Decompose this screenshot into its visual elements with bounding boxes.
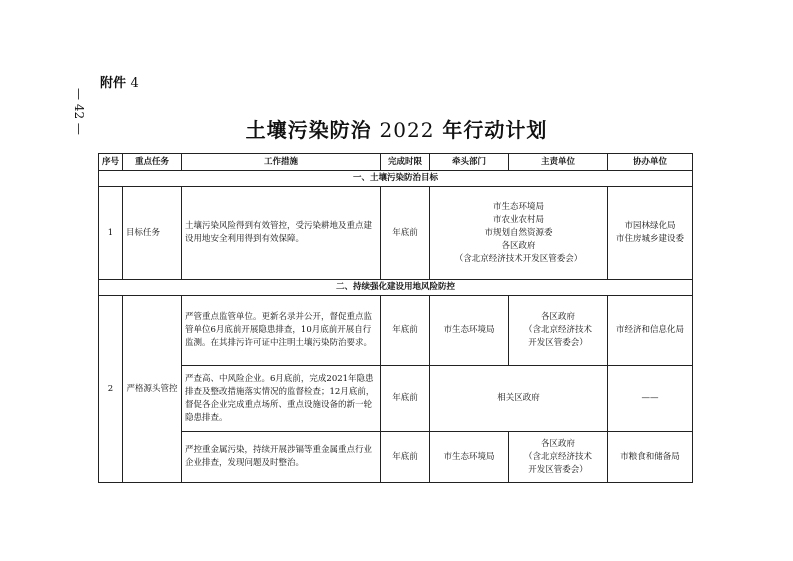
deadline-cell: 年底前 xyxy=(381,296,430,366)
section-row xyxy=(99,280,693,296)
document-title: 土壤污染防治 2022 年行动计划 xyxy=(245,118,548,142)
col-header-assist: 协办单位 xyxy=(608,154,693,171)
responsible-line: 各区政府 xyxy=(540,438,575,449)
table-row xyxy=(99,432,693,483)
measure-cell: 土壤污染风险得到有效管控，受污染耕地及重点建设用地安全利用得到有效保障。 xyxy=(182,187,381,280)
col-header-deadline: 完成时限 xyxy=(381,154,430,171)
lead-cell: 市生态环境局 xyxy=(430,296,509,366)
table-row xyxy=(99,296,693,366)
deadline-cell: 年底前 xyxy=(381,366,430,432)
assist-cell xyxy=(608,187,693,280)
col-header-task: 重点任务 xyxy=(123,154,182,171)
lead-merged-cell: 相关区政府 xyxy=(430,366,608,432)
responsible-line: 开发区管委会） xyxy=(528,338,588,348)
lead-line: （含北京经济技术开发区管委会） xyxy=(454,253,583,264)
attachment-label: 附件 4 xyxy=(100,76,139,91)
assist-cell: 市经济和信息化局 xyxy=(608,296,693,366)
deadline-cell: 年底前 xyxy=(381,187,430,280)
table-row xyxy=(99,366,693,432)
responsible-line: 开发区管委会） xyxy=(528,464,588,475)
row-number: 2 xyxy=(99,296,123,483)
attachment-number: 4 xyxy=(130,76,139,91)
deadline-cell: 年底前 xyxy=(381,432,430,483)
measure-cell: 严管重点监管单位。更新名录并公开，督促重点监管单位6月底前开展隐患排查，10月底前开展自行监测。在其排污许可证中注明土壤污染防治要求。 xyxy=(182,296,381,366)
lead-line: 市生态环境局 xyxy=(492,201,544,212)
col-header-lead: 牵头部门 xyxy=(430,154,509,171)
assist-line: 市园林绿化局 xyxy=(624,221,676,231)
responsible-cell xyxy=(509,432,608,483)
col-header-no: 序号 xyxy=(99,154,123,171)
responsible-cell xyxy=(509,296,608,366)
responsible-line: （含北京经济技术 xyxy=(523,325,592,335)
lead-line: 市农业农村局 xyxy=(492,214,544,225)
table-header-row xyxy=(99,154,693,171)
measure-cell: 严查高、中风险企业。6月底前，完成2021年隐患排查及整改措施落实情况的监督检查；12月底前，督促各企业完成重点场所、重点设施设备的新一轮隐患排查。 xyxy=(182,366,381,432)
responsible-line: （含北京经济技术 xyxy=(523,451,592,462)
page-number: — 42 — xyxy=(72,88,86,135)
table-row xyxy=(99,187,693,280)
lead-merged-cell xyxy=(430,187,608,280)
measure-cell: 严控重金属污染，持续开展涉镉等重金属重点行业企业排查，发现问题及时整治。 xyxy=(182,432,381,483)
lead-cell: 市生态环境局 xyxy=(430,432,509,483)
responsible-line: 各区政府 xyxy=(540,312,575,322)
row-number: 1 xyxy=(99,187,123,280)
assist-line: 市住房城乡建设委 xyxy=(615,234,684,244)
task-cell: 目标任务 xyxy=(123,187,182,280)
action-plan-table xyxy=(98,153,693,483)
col-header-responsible: 主责单位 xyxy=(509,154,608,171)
lead-line: 各区政府 xyxy=(501,240,536,251)
lead-line: 市规划自然资源委 xyxy=(484,227,553,238)
section-title: 二、持续强化建设用地风险防控 xyxy=(99,280,693,296)
col-header-measure: 工作措施 xyxy=(182,154,381,171)
assist-cell: 市粮食和储备局 xyxy=(608,432,693,483)
section-row xyxy=(99,171,693,187)
assist-cell: —— xyxy=(608,366,693,432)
task-cell: 严格源头管控 xyxy=(123,296,182,483)
section-title: 一、土壤污染防治目标 xyxy=(99,171,693,187)
